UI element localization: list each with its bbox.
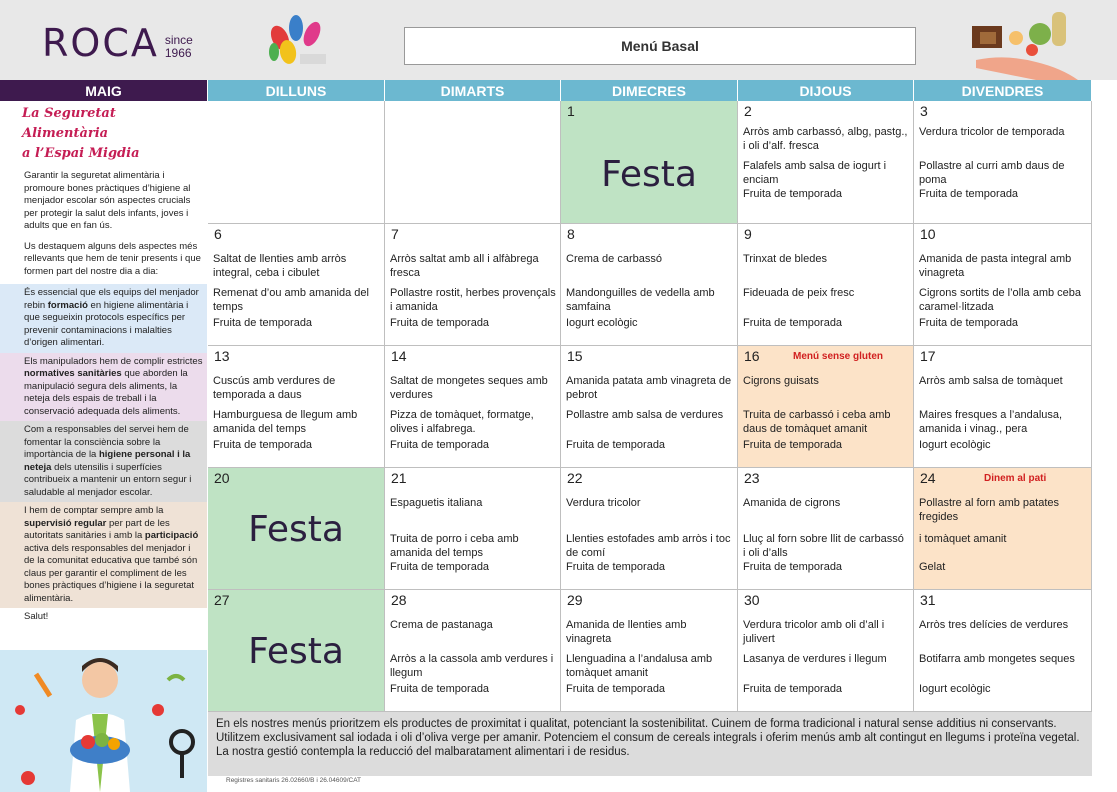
sidebar-intro: Garantir la seguretat alimentària i promoure bones pràctiques d’higiene al menjador escolar són aspectes crucials per protegir la salut dels infants, joves i adults que en fan ús. xyxy=(24,170,191,231)
day-cell xyxy=(208,101,385,224)
sidebar-block-formacio: És essencial que els equips del menjador rebin formació en higiene alimentària i que segueixin protocols específics per prevenir contaminacions i malalties d’origen alimentari. xyxy=(0,284,207,353)
chef-illustration xyxy=(0,650,207,792)
day-cell xyxy=(208,468,385,590)
day-cell xyxy=(208,224,385,346)
meal-item: Mandonguilles de vedella amb samfaina xyxy=(566,287,715,313)
footer-note: En els nostres menús prioritzem els productes de proximitat i qualitat, potenciant la sostenibilitat. Cuinem de forma tradicional i natural sense additius ni conservants. Utilitzem exclusivament sal iodada i oli d’oliva verge per amanir. Potenciem el consum de cereals integrals i oferim menús amb alt contingut en llegums i proteïna vegetal. La nostra gestió contempla la reducció del malbaratament alimentari i de residus. xyxy=(208,712,1092,776)
day-number: 21 xyxy=(391,470,407,486)
day-number: 28 xyxy=(391,592,407,608)
meal-item: Truita de porro i ceba amb amanida del temps xyxy=(390,533,519,559)
meal-item: Llenties estofades amb arròs i toc de comí xyxy=(566,533,731,559)
meal-item: Amanida de pasta integral amb vinagreta xyxy=(919,253,1072,279)
meal-item: Fruita de temporada xyxy=(743,561,843,573)
header xyxy=(0,0,1117,80)
day-cell xyxy=(561,101,738,224)
sidebar-closing: Salut! xyxy=(24,611,49,622)
meal-item: Hamburguesa de llegum amb amanida del temps xyxy=(213,409,358,435)
meal-item: Iogurt ecològic xyxy=(919,439,991,451)
meal-item: Fruita de temporada xyxy=(390,683,490,695)
meal-item: Verdura tricolor xyxy=(566,497,641,509)
day-cell xyxy=(914,590,1092,712)
day-number: 30 xyxy=(744,592,760,608)
meal-item: Arròs amb salsa de tomàquet xyxy=(919,375,1063,387)
day-cell xyxy=(385,346,561,468)
meal-item: Fruita de temporada xyxy=(566,561,666,573)
meal-item: Fruita de temporada xyxy=(213,439,313,451)
day-cell xyxy=(385,590,561,712)
meal-item: Fruita de temporada xyxy=(919,188,1019,200)
meal-item: Fruita de temporada xyxy=(743,439,843,451)
day-number: 3 xyxy=(920,103,928,119)
meal-item: Botifarra amb mongetes seques xyxy=(919,653,1075,665)
food-hand-icon xyxy=(966,8,1084,80)
day-number: 15 xyxy=(567,348,583,364)
meal-item: Fruita de temporada xyxy=(390,317,490,329)
meal-item: Truita de carbassó i ceba amb daus de tomàquet amanit xyxy=(743,409,891,435)
meal-item: Lluç al forn sobre llit de carbassó i oli d’alls xyxy=(743,533,904,559)
meal-item: Arròs amb carbassó, albg, pastg., i oli d’alf. fresca xyxy=(743,126,908,152)
hands-logo-icon xyxy=(266,10,330,72)
sidebar-intro-2: Us destaquem alguns dels aspectes més rellevants que hem de tenir presents i que formen part del nostre dia a dia: xyxy=(24,240,201,277)
day-number: 13 xyxy=(214,348,230,364)
sidebar-block-higiene: Com a responsables del servei hem de fomentar la consciència sobre la importància de la higiene personal i la neteja dels utensilis i superfícies contribueix a mantenir un entorn segur i saludable al menjador escolar. xyxy=(0,421,207,502)
special-tag: Dinem al pati xyxy=(984,473,1047,484)
meal-item: Arròs saltat amb all i alfàbrega fresca xyxy=(390,253,539,279)
logo-since: since 1966 xyxy=(164,33,193,60)
day-cell xyxy=(208,346,385,468)
meal-item: Pollastre rostit, herbes provençals i amanida xyxy=(390,287,556,313)
menu-title: Menú Basal xyxy=(404,27,916,65)
meal-item: Amanida de cigrons xyxy=(743,497,841,509)
day-number: 9 xyxy=(744,226,752,242)
meal-item: Cuscús amb verdures de temporada a daus xyxy=(213,375,336,401)
holiday-label: Festa xyxy=(248,508,344,550)
day-cell xyxy=(738,224,914,346)
day-cell xyxy=(561,590,738,712)
day-cell xyxy=(738,101,914,224)
sidebar-block-supervisio: I hem de comptar sempre amb la supervisió regular per part de les autoritats sanitàries i amb la participació activa dels responsables del menjador i de la comunitat educativa que també són claus per garantir el compliment de les bones pràctiques d’higiene i la seguretat alimentària. xyxy=(0,502,207,608)
meal-item: Fruita de temporada xyxy=(390,561,490,573)
day-number: 22 xyxy=(567,470,583,486)
day-cell xyxy=(385,468,561,590)
day-cell xyxy=(914,101,1092,224)
meal-item: Pollastre al curri amb daus de poma xyxy=(919,160,1065,186)
meal-item: Fruita de temporada xyxy=(743,683,843,695)
day-number: 10 xyxy=(920,226,936,242)
day-number: 23 xyxy=(744,470,760,486)
meal-item: Fruita de temporada xyxy=(919,317,1019,329)
month-label: MAIG xyxy=(0,80,207,101)
meal-item: Amanida patata amb vinagreta de pebrot xyxy=(566,375,732,401)
day-header-3: DIJOUS xyxy=(738,80,913,101)
day-number: 14 xyxy=(391,348,407,364)
day-number: 8 xyxy=(567,226,575,242)
day-number: 20 xyxy=(214,470,230,486)
meal-item: Fruita de temporada xyxy=(213,317,313,329)
day-cell xyxy=(561,224,738,346)
day-cell xyxy=(561,346,738,468)
chef-icon xyxy=(0,650,207,792)
day-header-2: DIMECRES xyxy=(561,80,737,101)
meal-item: Fruita de temporada xyxy=(390,439,490,451)
meal-item: Pollastre al forn amb patates fregides xyxy=(919,497,1060,523)
day-number: 29 xyxy=(567,592,583,608)
meal-item: Cigrons guisats xyxy=(743,375,819,387)
day-cell xyxy=(914,224,1092,346)
day-number: 16 xyxy=(744,348,760,364)
meal-item: Arròs tres delícies de verdures xyxy=(919,619,1069,631)
day-number: 6 xyxy=(214,226,222,242)
day-number: 17 xyxy=(920,348,936,364)
day-cell xyxy=(738,468,914,590)
day-number: 31 xyxy=(920,592,936,608)
sidebar-block-normatives: Els manipuladors hem de complir estrictes normatives sanitàries que aborden la manipulació segura dels aliments, la neteja dels espais de treball i la conservació adequada dels aliments. xyxy=(0,353,207,422)
meal-item: Iogurt ecològic xyxy=(919,683,991,695)
day-cell xyxy=(914,468,1092,590)
day-header-0: DILLUNS xyxy=(208,80,384,101)
meal-item: Saltat de mongetes seques amb verdures xyxy=(390,375,548,401)
day-cell xyxy=(738,346,914,468)
meal-item: Arròs a la cassola amb verdures i llegum xyxy=(390,653,554,679)
meal-item: Crema de carbassó xyxy=(566,253,662,265)
meal-item: Crema de pastanaga xyxy=(390,619,493,631)
meal-item: Pizza de tomàquet, formatge, olives i alfabrega. xyxy=(390,409,534,435)
meal-item: Gelat xyxy=(919,561,946,573)
special-tag: Menú sense gluten xyxy=(793,351,884,362)
meal-item: Lasanya de verdures i llegum xyxy=(743,653,887,665)
day-number: 27 xyxy=(214,592,230,608)
registry-note: Registres sanitaris 26.02660/B i 26.04609/CAT xyxy=(226,777,362,784)
meal-item: Fruita de temporada xyxy=(566,683,666,695)
day-number: 1 xyxy=(567,103,575,119)
meal-item: Remenat d’ou amb amanida del temps xyxy=(213,287,369,313)
meal-item: Verdura tricolor de temporada xyxy=(919,126,1065,138)
day-cell xyxy=(561,468,738,590)
meal-item: Fruita de temporada xyxy=(566,439,666,451)
logo-wordmark: ROCA xyxy=(42,21,159,65)
day-header-4: DIVENDRES xyxy=(914,80,1091,101)
day-number: 24 xyxy=(920,470,936,486)
day-cell xyxy=(738,590,914,712)
meal-item: Llenguadina a l’andalusa amb tomàquet amanit xyxy=(566,653,713,679)
roca-logo xyxy=(42,21,193,65)
day-number: 7 xyxy=(391,226,399,242)
meal-item: Fideuada de peix fresc xyxy=(743,287,855,299)
meal-item: Fruita de temporada xyxy=(743,317,843,329)
meal-item: Trinxat de bledes xyxy=(743,253,827,265)
meal-item: i tomàquet amanit xyxy=(919,533,1007,545)
meal-item: Falafels amb salsa de iogurt i enciam xyxy=(743,160,887,186)
meal-item: Maires fresques a l’andalusa, amanida i vinag., pera xyxy=(919,409,1063,435)
holiday-label: Festa xyxy=(601,153,697,195)
meal-item: Saltat de llenties amb arròs integral, ceba i cibulet xyxy=(213,253,347,279)
holiday-label: Festa xyxy=(248,630,344,672)
meal-item: Iogurt ecològic xyxy=(566,317,638,329)
day-cell xyxy=(208,590,385,712)
sidebar-title: La Seguretat Alimentària a l’Espai Migdia xyxy=(22,106,140,161)
meal-item: Pollastre amb salsa de verdures xyxy=(566,409,724,421)
day-cell xyxy=(385,101,561,224)
meal-item: Amanida de llenties amb vinagreta xyxy=(566,619,687,645)
meal-item: Verdura tricolor amb oli d’all i julivert xyxy=(743,619,885,645)
day-header-1: DIMARTS xyxy=(385,80,560,101)
meal-item: Cigrons sortits de l’olla amb ceba caramel·litzada xyxy=(919,287,1082,313)
day-cell xyxy=(914,346,1092,468)
day-cell xyxy=(385,224,561,346)
day-number: 2 xyxy=(744,103,752,119)
meal-item: Fruita de temporada xyxy=(743,188,843,200)
meal-item: Espaguetis italiana xyxy=(390,497,483,509)
